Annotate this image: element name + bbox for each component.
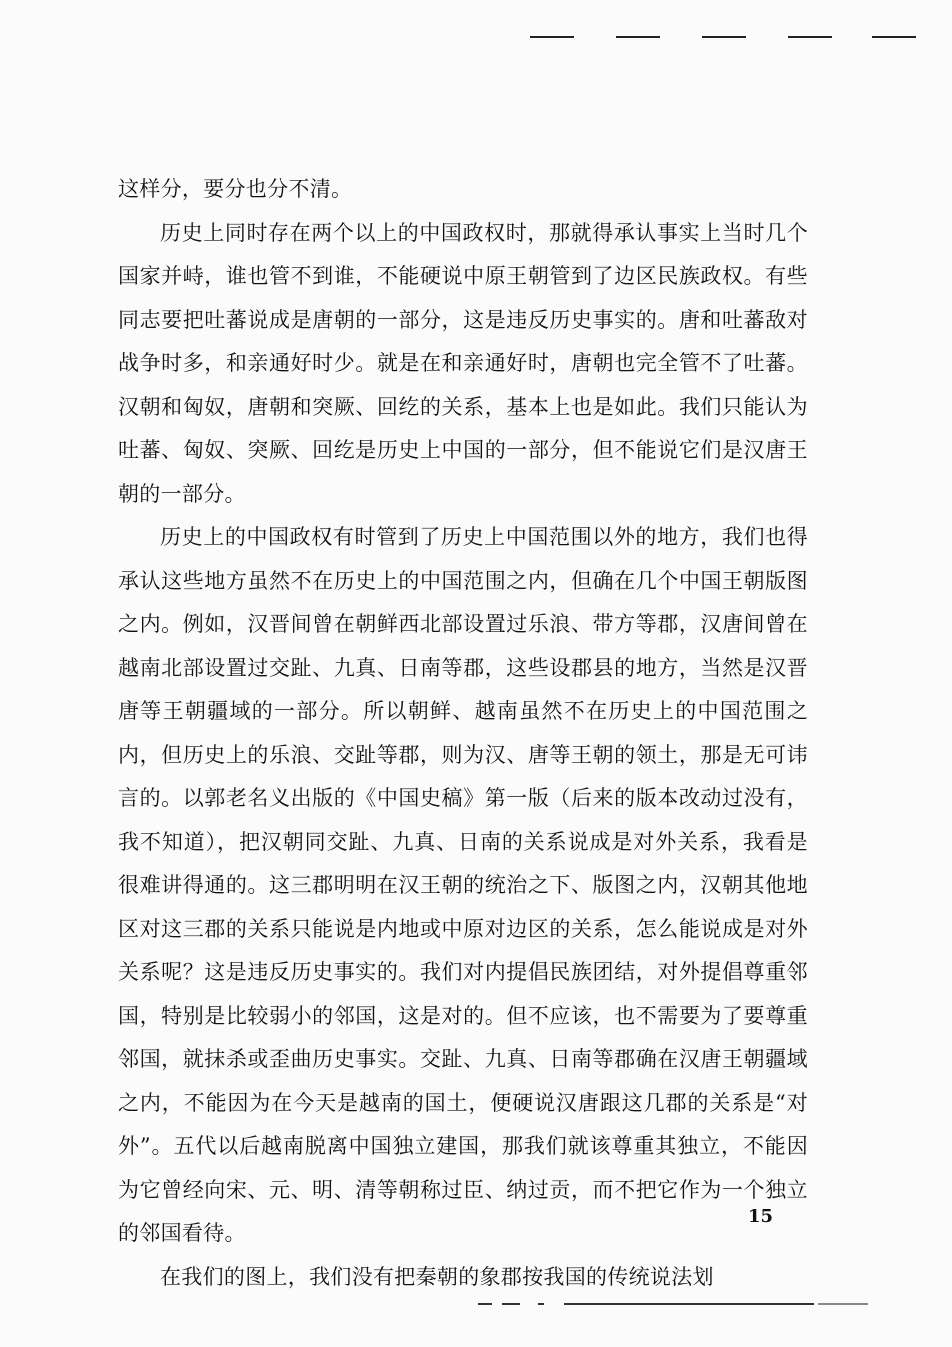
footer-rule-dash (502, 1303, 520, 1305)
header-rule-mark (702, 36, 746, 38)
header-rule-marks (530, 36, 930, 40)
header-rule-mark (616, 36, 660, 38)
paragraph: 历史上同时存在两个以上的中国政权时，那就得承认事实上当时几个国家并峙，谁也管不到谁，不能硬说中原王朝管到了边区民族政权。有些同志要把吐蕃说成是唐朝的一部分，这是违反历史事实的。唐和吐蕃敌对战争时多，和亲通好时少。就是在和亲通好时，唐朝也完全管不了吐蕃。汉朝和匈奴，唐朝和突厥、回纥的关系，基本上也是如此。我们只能认为吐蕃、匈奴、突厥、回纥是历史上中国的一部分，但不能说它们是汉唐王朝的一部分。 (118, 220, 808, 506)
body-text (118, 168, 808, 1299)
footer-rule-dash (818, 1303, 868, 1305)
footer-rule-dash (564, 1303, 814, 1305)
footer-rule-dash (538, 1303, 544, 1305)
paragraph-continuation: 这样分，要分也分不清。 (118, 177, 353, 201)
footer-rule-dash (478, 1303, 492, 1305)
header-rule-mark (788, 36, 832, 38)
header-rule-mark (530, 36, 574, 38)
footer-rule (478, 1302, 878, 1306)
header-rule-mark (872, 36, 916, 38)
page-number: 15 (748, 1206, 774, 1227)
paragraph: 历史上的中国政权有时管到了历史上中国范围以外的地方，我们也得承认这些地方虽然不在历史上的中国范围之内，但确在几个中国王朝版图之内。例如，汉晋间曾在朝鲜西北部设置过乐浪、带方等郡，汉唐间曾在越南北部设置过交趾、九真、日南等郡，这些设郡县的地方，当然是汉晋唐等王朝疆域的一部分。所以朝鲜、越南虽然不在历史上的中国范围之内，但历史上的乐浪、交趾等郡，则为汉、唐等王朝的领土，那是无可讳言的。以郭老名义出版的《中国史稿》第一版（后来的版本改动过没有，我不知道），把汉朝同交趾、九真、日南的关系说成是对外关系，我看是很难讲得通的。这三郡明明在汉王朝的统治之下、版图之内，汉朝其他地区对这三郡的关系只能说是内地或中原对边区的关系，怎么能说成是对外关系呢？这是违反历史事实的。我们对内提倡民族团结，对外提倡尊重邻国，特别是比较弱小的邻国，这是对的。但不应该，也不需要为了要尊重邻国，就抹杀或歪曲历史事实。交趾、九真、日南等郡确在汉唐王朝疆域之内，不能因为在今天是越南的国土，便硬说汉唐跟这几郡的关系是“对外”。五代以后越南脱离中国独立建国，那我们就该尊重其独立，不能因为它曾经向宋、元、明、清等朝称过臣、纳过贡，而不把它作为一个独立的邻国看待。 (118, 525, 808, 1245)
paragraph: 在我们的图上，我们没有把秦朝的象郡按我国的传统说法划 (160, 1264, 714, 1289)
